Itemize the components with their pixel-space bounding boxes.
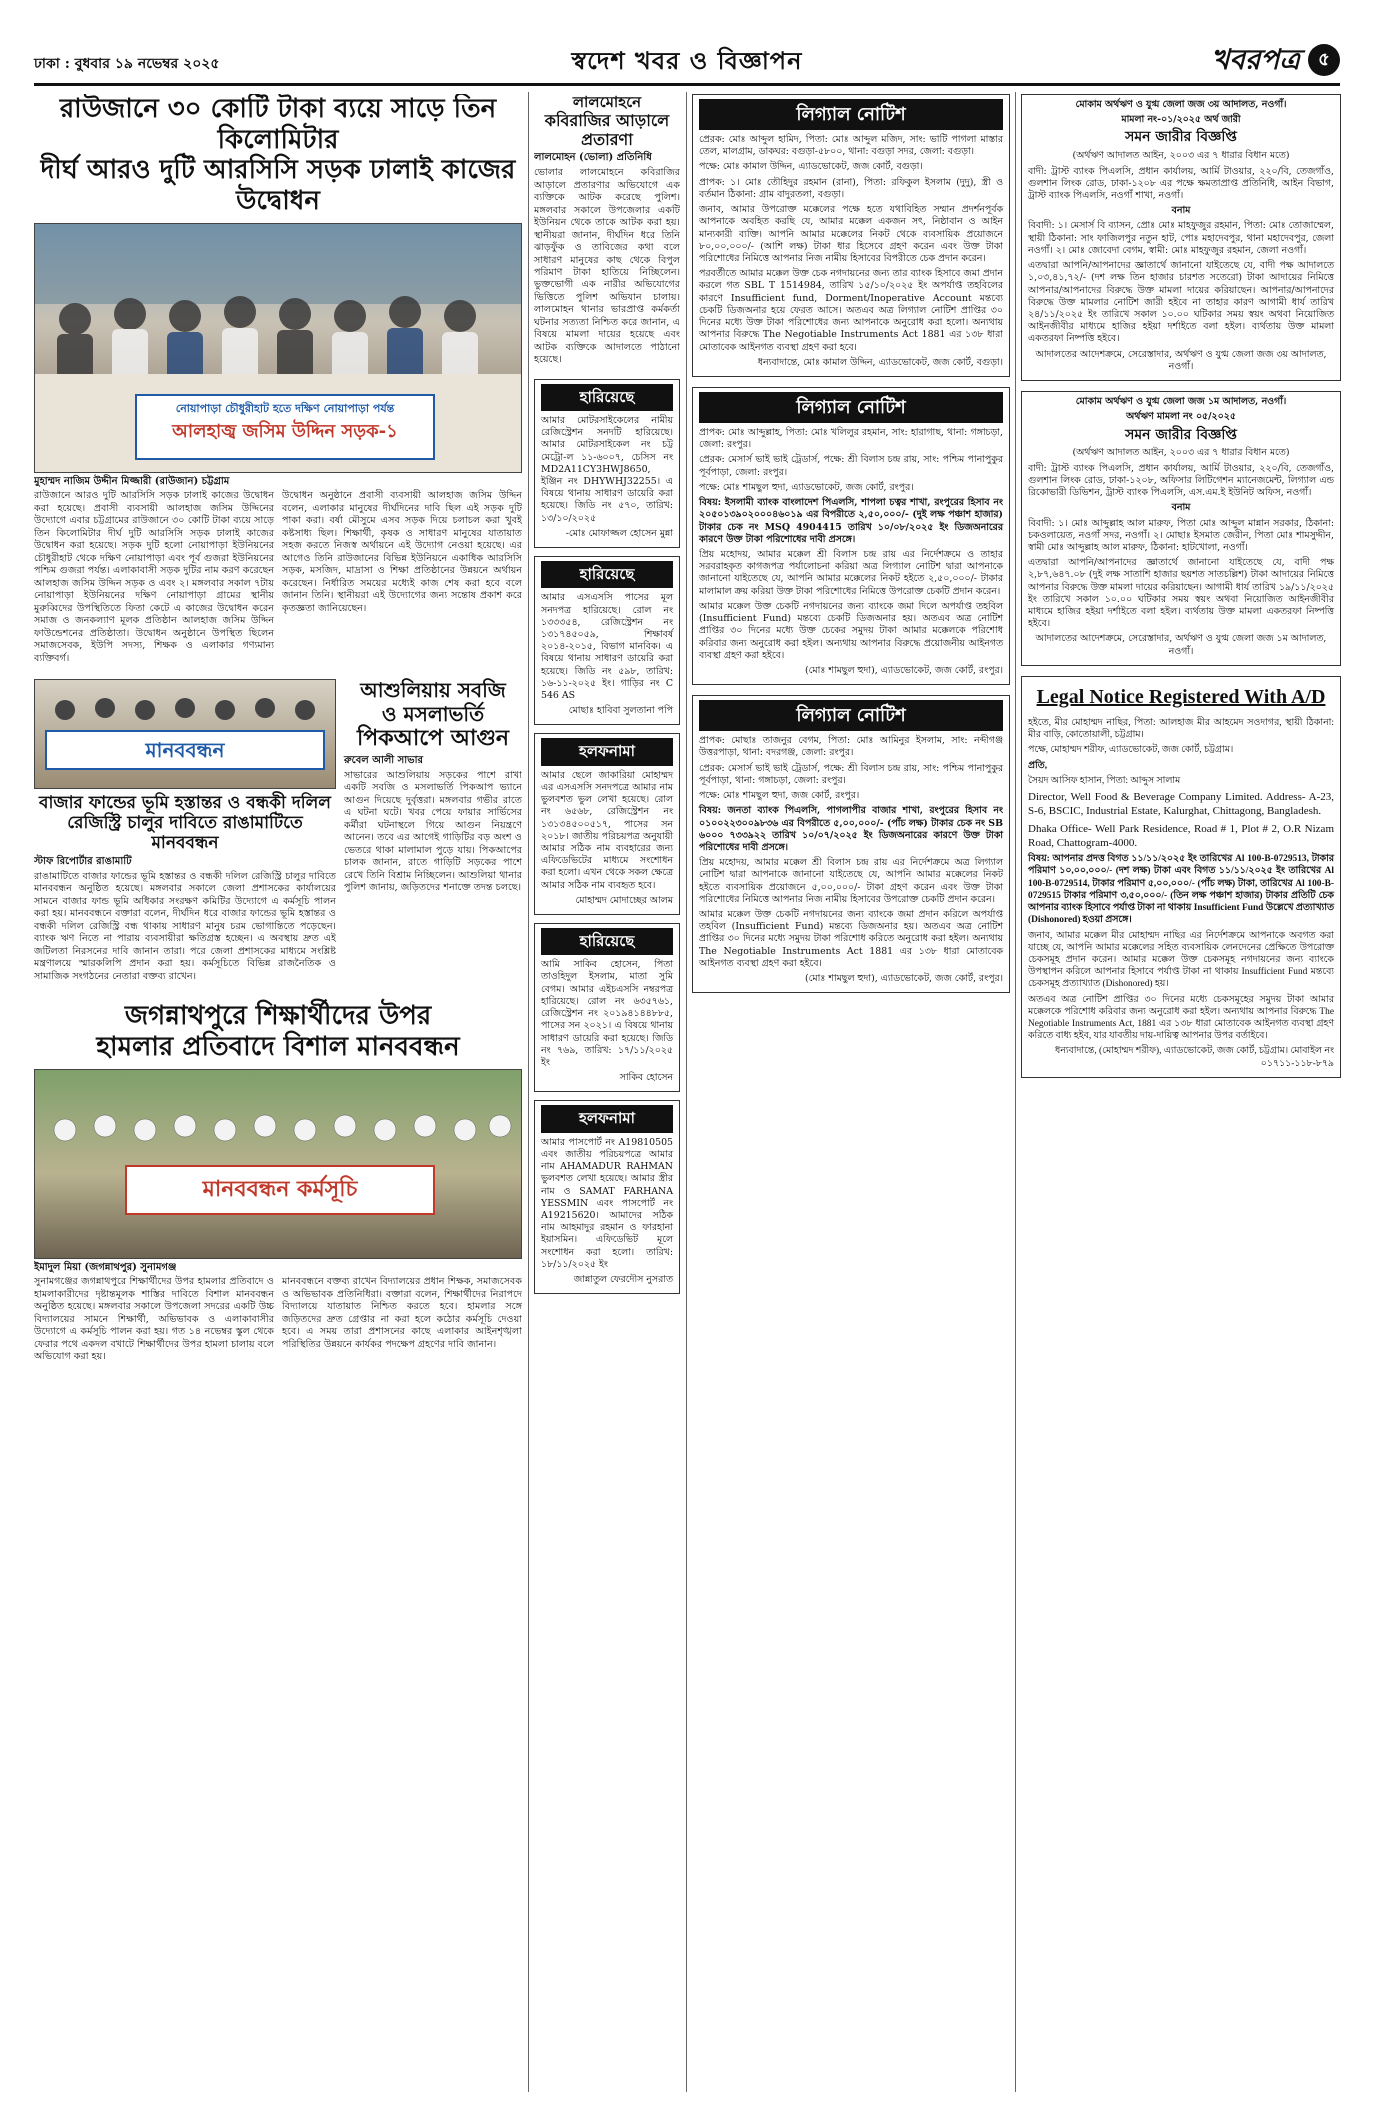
legal-2-signature: (মোঃ শামছুল হুদা), এ্যাডভোকেট, জজ কোর্ট, রংপুর। (804, 664, 1003, 676)
summons-1-versus: বনাম (1171, 205, 1191, 217)
summons-2-plaintiff: বাদী: ট্রাস্ট ব্যাংক পিএলসি, প্রধান কার্যালয়, আর্মি টাওয়ার, ২২০/বি, তেজগাঁও, গুলশান লিংক রোড, ঢাকা-১২০৮, অফিসার লিটিগেশন ম্যানেজমেন্ট, লিগ্যাল এন্ড রিকোভারী ডিভিশন, ট্রাস্ট ব্যাংক পিএলসি, এস.এম.ই ইউনিট অফিস, নওগাঁ। (1028, 462, 1334, 499)
legal-en-to: সৈয়দ আসিফ হাসান, পিতা: আব্দুস সালাম (1028, 775, 1181, 786)
legal-2-via: পক্ষে: মোঃ শামছুল হুদা, এ্যাডভোকেট, জজ কোর্ট, রংপুর। (699, 481, 914, 493)
section-title: স্বদেশ খবর ও বিজ্ঞাপন (571, 46, 803, 75)
bazar-headline-2: রেজিস্ট্রি চালুর দাবিতে রাঙামাটিতে মানববন্ধন (67, 813, 303, 854)
summons-2-signature: আদালতের আদেশক্রমে, সেরেস্তাদার, অর্থঋণ ও যুগ্ম জেলা জজ ১ম আদালত, নওগাঁ। (1035, 633, 1327, 657)
legal-3-body-2: আমার মক্কেল উক্ত চেকটি নগদায়নের জন্য ব্যাংকে জমা প্রদান করিলে অপর্যাপ্ত তহবিল (Insufficient Fund) মন্তব্যে ডিজঅনার হয়। অতএব অত্র নোটিশ প্রাপ্তির ৩০ দিনের মধ্যে সমুদয় টাকা পরিশোধ করিতে অনুরোধ করা হইল। অন্যথায় The Negotiable Instruments Act 1881 এর ১৩৮ ধারা মোতাবেক আইনগত ব্যবস্থা গ্রহণ করা হইবে। (699, 909, 1003, 969)
legal-en-to-label: প্রতি, (1028, 760, 1048, 771)
lead-byline: মুহাম্মদ নাজিম উদ্দীন মিজ্জারী (রাউজান) চট্টগ্রাম (34, 475, 230, 487)
bazar-headline-1: বাজার ফান্ডের ভূমি হস্তান্তর ও বন্ধকী দলিল (39, 793, 331, 814)
legal-notices-column (692, 94, 1010, 2084)
summons-1-court: মোকাম অর্থঋণ ও যুগ্ম জেলা জজ ৩য় আদালত, নওগাঁ। (1075, 99, 1287, 110)
legal-2-heading: লিগ্যাল নোটিশ (699, 392, 1003, 423)
legal-3-body-1: প্রিয় মহোদয়, আমার মক্কেল শ্রী বিলাস চন্দ্র রায় এর নির্দেশক্রমে অত্র লিগ্যাল নোটিশ দ্বারা আপনাকে জানানো যাইতেছে যে, আপনি আমার মক্কেলের নিকট হইতে ব্যবসায়িক প্রয়োজনে ৫,০০,০০০/- টাকা গ্রহণ করেন এবং উক্ত টাকা পরিশোধের নিমিত্তে আপনার নিজ নামীয় হিসাবের উপরোক্ত চেকটি প্রদান করেন। (699, 857, 1003, 905)
lead-story (34, 94, 522, 665)
kabiraj-headline: কবিরাজির আড়ালে প্রতারণা (544, 110, 670, 149)
summons-1-rule: (অর্থঋণ আদালত আইন, ২০০৩ এর ৭ ধারার বিধান মতে) (1072, 150, 1290, 162)
affidavit-2-heading: হলফনামা (541, 1105, 673, 1132)
fire-headline-1: আশুলিয়ায় সবজি (360, 678, 506, 703)
affidavit-1-signature: মোহাম্মদ মোদাচ্ছের আলম (575, 894, 673, 906)
affidavit-1-heading: হলফনামা (541, 738, 673, 765)
affidavit-2-body: আমার পাসপোর্ট নং A19810505 এবং জাতীয় পরিচয়পত্রে আমার নাম AHAMADUR RAHMAN ভুলবশত লেখা হয়েছে। আমার স্ত্রীর নাম ও SAMAT FARHANA YESSMIN এবং পাসপোর্ট নং A19215620। আমাদের সঠিক নাম আহমাদুর রহমান ও ফারহানা ইয়াসমিন। এফিডেভিট মূলে সংশোধন করা হলো। তারিখ: ১৮/১১/২০২৫ ইং (541, 1136, 673, 1270)
column-divider (686, 92, 687, 2092)
lead-headline-line-2: দীর্ঘ আরও দুটি আরসিসি সড়ক ঢালাই কাজের উদ্বোধন (40, 155, 516, 217)
legal-1-body-2: পরবর্তীতে আমার মক্কেল উক্ত চেক নগদায়নের জন্য তার ব্যাংক হিসাবে জমা প্রদান করলে গত SBL T 1514984, তারিখ ১৫/১০/২০২৫ ইং অপর্যাপ্ত তহবিলের কারণে Insufficient fund, Dorment/Inoperative Account মন্তব্যে চেকটি ডিজঅনার হয়ে ফেরত আসে। অতএব অত্র লিগ্যাল নোটিশ প্রাপ্তির ৩০ দিনের মধ্যে উক্ত টাকা পরিশোধের জন্য আপনাকে অনুরোধ করা হলো। অন্যথায় আপনার বিরুদ্ধে The Negotiable Instruments Act 1881 এর ১৩৮ ধারা মোতাবেক আইনগত ব্যবস্থা গ্রহণ করা হবে। (699, 268, 1003, 353)
classifieds-column (534, 94, 680, 2084)
lead-headline-line-1: রাউজানে ৩০ কোটি টাকা ব্যয়ে সাড়ে তিন কিলোমিটার (59, 94, 497, 155)
legal-en-title: Legal Notice Registered With A/D (1036, 685, 1326, 708)
issue-date: ঢাকা : বুধবার ১৯ নভেম্বর ২০২৫ (34, 56, 220, 72)
page-number-badge: ৫ (1308, 44, 1340, 76)
lost-notice-1 (534, 379, 680, 548)
legal-2-subject: বিষয়: ইসলামী ব্যাংক বাংলাদেশ পিএলসি, শাপলা চত্বর শাখা, রংপুরের হিসাব নং ২০৫০১৩৯০২০০০৪৬০১৯ এর বিপরীতে ২,৫০,০০০/- (দুই লক্ষ পঞ্চাশ হাজার) টাকার চেক নং MSQ 4904415 তারিখ ১০/০৮/২০২৫ ইং ডিজঅনারের কারণে উক্ত টাকা পরিশোধের দাবী প্রসঙ্গে। (699, 497, 1003, 545)
jagannathpur-body-col-2: মানববন্ধনে বক্তব্য রাখেন বিদ্যালয়ের প্রধান শিক্ষক, সমাজসেবক ও অভিভাবক প্রতিনিধিরা। বক্তারা বলেন, শিক্ষার্থীদের নিরাপদে বিদ্যালয়ে যাতায়াত নিশ্চিত করতে হবে। হামলার সঙ্গে জড়িতদের দ্রুত গ্রেপ্তার না করা হলে কঠোর কর্মসূচি দেওয়া হবে। এ সময় তারা প্রশাসনের কাছে এলাকার আইনশৃঙ্খলা পরিস্থিতির উন্নয়নে কার্যকর পদক্ষেপ গ্রহণের দাবি জানান। (282, 1276, 522, 1350)
lost-3-body: আমি সাকিব হোসেন, পিতা তাওহিদুল ইসলাম, মাতা সুমি বেগম। আমার এইচএসসি নম্বরপত্র হারিয়েছে। রোল নং ৬৩৫৭৬১, রেজিস্ট্রেশন নং ২০১৯৪১৪৪৮৮৫, পাসের সন ২০২১। এ বিষয়ে থানায় সাধারণ ডায়েরি করা হয়েছে। জিডি নং ৭৬৯, তারিখ: ১৭/১১/২০২৫ ইং (541, 959, 673, 1069)
banner-line-2: আলহাজ্ব জসিম উদ্দিন সড়ক-১ (172, 420, 398, 442)
summons-1-body: এতদ্বারা আপনি/আপনাদের জ্ঞাতার্থে জানানো যাইতেছে যে, বাদী পক্ষ আদালতে ১,০৩,৪১,৭২/- (দশ লক্ষ তিন হাজার চারশত সতেরো) টাকা আদায়ের নিমিত্তে আপনার/আপনাদের বিরুদ্ধে উক্ত মামলা দায়ের করিয়াছেন। আপনার/আপনাদের বিরুদ্ধে উক্ত মামলার নোটিশ জারী হইবে না তাহার কারণ আগামী ধার্য তারিখ ২৪/১১/২০২৫ ইং তারিখে সকাল ১০.০০ ঘটিকার সময় স্বয়ং অথবা নিয়োজিত আইনজীবীর মাধ্যমে হাজির হইয়া দর্শাইতে বলা হইল। ব্যর্থতায় উক্ত মামলা একতরফা নিষ্পত্তি হইবে। (1028, 260, 1334, 345)
legal-en-via: পক্ষে, মোহাম্মদ শরীফ, এ্যাডভোকেট, জজ কোর্ট, চট্টগ্রাম। (1028, 745, 1234, 756)
lost-1-heading: হারিয়েছে (541, 384, 673, 411)
jagannathpur-story (34, 1001, 522, 1363)
summons-1-plaintiff: বাদী: ট্রাস্ট ব্যাংক পিএলসি, প্রধান কার্যালয়, আর্মি টাওয়ার, ২২০/বি, তেজগাঁও, গুলশান লিংক রোড, ঢাকা-১২০৮ এর পক্ষে ক্ষমতাপ্রাপ্ত প্রতিনিধি, আইন বিভাগ, ট্রাস্ট ব্যাংক পিএলসি, নওগাঁ শাখা, নওগাঁ। (1028, 165, 1334, 201)
lead-body-col-1: রাউজানে আরও দুটি আরসিসি সড়ক ঢালাই কাজের উদ্বোধন করা হয়েছে। প্রবাসী ব্যবসায়ী আলহাজ জসিম উদ্দিনের উদ্যোগে এবার চট্টগ্রামের রাউজানে ৩০ কোটি টাকা ব্যয়ে সাড়ে তিন কিলোমিটার দীর্ঘ দুটি আরসিসি সড়ক ঢালাই কাজের উদ্বোধন করা হয়েছে। সড়ক দুটি হলো নোয়াপাড়া ইউনিয়নের চৌধুরীহাট থেকে দক্ষিণ নোয়াপাড়া এবং পূর্ব গুজরা ইউনিয়নের পশ্চিম গুজরা পর্যন্ত। এলাকাবাসী সড়ক দুটির নাম করণ করেছেন আলহাজ জসিম উদ্দিন সড়ক ও এবং ২। মঙ্গলবার সকাল ৭টায় নোয়াপাড়া ইউনিয়নের দক্ষিণ নোয়াপাড়া গ্রামের স্থানীয় মুরুব্বিদের উপস্থিতিতে ফিতা কেটে এ কাজের উদ্বোধন করেন সমাজ ও জনকল্যাণ মূলক প্রতিষ্ঠান আলহাজ জসিম উদ্দিন ফাউন্ডেশনের প্রতিষ্ঠাতা। উদ্বোধন অনুষ্ঠানে উপস্থিত ছিলেন সমাজসেবক, ইউপি সদস্য, শিক্ষক ও এলাকার গণ্যমান্য ব্যক্তিবর্গ। (34, 490, 274, 664)
kabiraj-byline: লালমোহন (ভোলা) প্রতিনিধি (534, 152, 652, 164)
legal-3-heading: লিগ্যাল নোটিশ (699, 700, 1003, 731)
legal-en-signature: ধন্যবাদান্তে, (মোহাম্মদ শরীফ), এ্যাডভোকেট, জজ কোর্ট, চট্টগ্রাম। মোবাইল নং ০১৭১১-১১৮-৮৭৯ (1054, 1046, 1334, 1069)
banner-line-1: নোয়াপাড়া চৌধুরীহাট হতে দক্ষিণ নোয়াপাড়া পর্যন্ত (175, 401, 395, 415)
lost-3-heading: হারিয়েছে (541, 928, 673, 955)
summons-2-court: মোকাম অর্থঋণ ও যুগ্ম জেলা জজ ১ম আদালত, নওগাঁ। (1075, 396, 1287, 408)
summons-1-title: সমন জারীর বিজ্ঞপ্তি (1125, 129, 1237, 146)
legal-1-body-1: জনাব, আমার উপরোক্ত মক্কেলের পক্ষে হতে যথাবিহিত সম্মান প্রদর্শনপূর্বক আপনাকে অবহিত করছি যে, আমার মক্কেল একজন সৎ, নিষ্ঠাবান ও আইন মান্যকারী ব্যক্তি। আপনি আমার মক্কেলের নিকট থেকে ব্যবসায়িক প্রয়োজনে ৮০,০০,০০০/- (আশি লক্ষ) টাকা ধার হিসেবে গ্রহণ করেন এবং উক্ত টাকা পরিশোধের নিমিত্তে আপনার নিজ নামীয় হিসাবের বিপরীতে চেক প্রদান করেন। (699, 204, 1003, 264)
legal-3-receiver: প্রাপক: মোছাঃ তাজনুর বেগম, পিতা: মোঃ আমিনুর ইসলাম, সাং: নব্দীগঞ্জ উত্তরপাড়া, থানা: বদরগঞ্জ, জেলা: রংপুর। (699, 735, 1003, 759)
legal-en-subject: বিষয়: আপনার প্রদত্ত বিগত ১১/১১/২০২৫ ইং তারিখের Al 100-B-0729513, টাকার পরিমাণ ১০,০০,০০০/- (দশ লক্ষ) টাকা এবং বিগত ১১/১১/২০২৫ ইং তারিখের Al 100-B-0729514, টাকার পরিমাণ ৫,০০,০০০/- (পাঁচ লক্ষ) টাকা, তারিখের Al 100-B-0729515 টাকার পরিমাণ ৩,৫০,০০০/- (তিন লক্ষ পঞ্চাশ হাজার) টাকার প্রতিটি চেক আপনার ব্যাংক হিসাবে পর্যাপ্ত টাকা না থাকায় Insufficient Fund উল্লেখে প্রত্যাখ্যাত (Dishonored) হওয়া প্রসঙ্গে। (1028, 854, 1334, 926)
lost-notice-3 (534, 923, 680, 1092)
fire-headline-3: পিকআপে আগুন (356, 726, 510, 752)
legal-1-via: পক্ষে: মোঃ কামাল উদ্দিন, এ্যাডভোকেট, জজ কোর্ট, বগুড়া। (699, 161, 923, 173)
fire-headline-2: ও মসলাভর্তি (381, 701, 485, 726)
summons-2-body: এতদ্বারা আপনি/আপনাদের জ্ঞাতার্থে জানানো যাইতেছে যে, বাদী পক্ষ ২,৮৭,৬৪৭.০৮ (দুই লক্ষ সাতাশি হাজার ছয়শত সাতচল্লিশ) টাকা আদায়ের নিমিত্তে আপনার বিরুদ্ধে উক্ত মামলা দায়ের করিয়াছেন। আগামী ধার্য তারিখ ১৯/১১/২০২৫ ইং তারিখে সকাল ১০.০০ ঘটিকার সময় স্বয়ং অথবা নিয়োজিত আইনজীবীর মাধ্যমে হাজির হইয়া দর্শাইতে বলা হইল। ব্যর্থতায় উক্ত মামলা একতরফা নিষ্পত্তি হইবে। (1028, 557, 1334, 630)
jagannathpur-photo (34, 1069, 522, 1259)
lost-notice-2 (534, 556, 680, 725)
left-news-column (34, 94, 522, 2084)
summons-2-defendant: বিবাদী: ১। মোঃ আব্দুল্লাহ আল মারুফ, পিতা মোঃ আব্দুল মান্নান সরকার, ঠিকানা: চকওলায়েত, নওগাঁ সদর, নওগাঁ। ২। মোছাঃ ইসমাত জেরীন, পিতা মোঃ শামসুদ্দীন, স্বামী মোঃ আব্দুল্লাহ আল মারুফ, ঠিকানা: হাটখোলা, নওগাঁ। (1028, 517, 1334, 553)
affidavit-2-signature: জান্নাতুল ফেরদৌস নুসরাত (573, 1274, 673, 1286)
kabiraj-body: ভোলার লালমোহনে কবিরাজির আড়ালে প্রতারণার অভিযোগে এক ব্যক্তিকে আটক করেছে পুলিশ। মঙ্গলবার সকালে উপজেলার একটি ইউনিয়ন থেকে তাকে আটক করা হয়। স্থানীয়রা জানান, দীর্ঘদিন ধরে তিনি ঝাড়ফুঁক ও তাবিজের কথা বলে সাধারণ মানুষের কাছ থেকে বিপুল পরিমাণ টাকা হাতিয়ে নিচ্ছিলেন। ভুক্তভোগী এক নারীর অভিযোগের ভিত্তিতে পুলিশ অভিযান চালায়। লালমোহন থানার ভারপ্রাপ্ত কর্মকর্তা ঘটনার সত্যতা নিশ্চিত করে জানান, এ বিষয়ে মামলা দায়ের হয়েছে এবং আটক ব্যক্তিকে আদালতে পাঠানো হয়েছে। (534, 167, 680, 366)
lead-body-col-2: উদ্বোধন অনুষ্ঠানে প্রবাসী ব্যবসায়ী আলহাজ জসিম উদ্দিন বলেন, এলাকার মানুষের দীর্ঘদিনের দাবি ছিল এই সড়ক দুটি পাকা করা। বর্ষা মৌসুমে এসব সড়ক দিয়ে চলাচল করা খুবই কষ্টসাধ্য ছিল। শিক্ষার্থী, কৃষক ও সাধারণ মানুষের যাতায়াত সহজ করতে নিজস্ব অর্থায়নে এই উদ্যোগ নেওয়া হয়েছে। এর আগেও তিনি রাউজানের বিভিন্ন ইউনিয়নে একাধিক আরসিসি সড়ক, মসজিদ, মাদ্রাসা ও শিক্ষা প্রতিষ্ঠানের উন্নয়নে অর্থায়ন করেছেন। নির্ধারিত সময়ের মধ্যেই কাজ শেষ করা হবে বলে জানান তিনি। স্থানীয়রা এই উদ্যোগের জন্য সন্তোষ প্রকাশ করে কৃতজ্ঞতা জানিয়েছেন। (282, 490, 522, 614)
legal-2-body-1: প্রিয় মহোদয়, আমার মক্কেল শ্রী বিলাস চন্দ্র রায় এর নির্দেশক্রমে ও তাহার সরবরাহকৃত কাগজপত্র পর্যালোচনা করিয়া অত্র লিগ্যাল নোটিশ দ্বারা আপনাকে জানানো যাইতেছে যে, আপনি আমার মক্কেলের নিকট হইতে ২,৫০,০০০/- টাকার মালামাল ক্রয় করিয়া উক্ত টাকা পরিশোধের নিমিত্তে উপরোক্ত চেকটি প্রদান করেন। (699, 548, 1003, 597)
bazar-story (34, 679, 336, 983)
newspaper-logo: খবরপত্র (1211, 43, 1300, 76)
court-notices-column (1021, 94, 1341, 2084)
jagannathpur-headline-1: জগন্নাথপুরে শিক্ষার্থীদের উপর (124, 1001, 432, 1032)
affidavit-notice-2 (534, 1100, 680, 1294)
jagannathpur-byline: ইমাদুল মিয়া (জগন্নাথপুর) সুনামগঞ্জ (34, 1261, 177, 1273)
affidavit-1-body: আমার ছেলে জাকারিয়া মোহাম্মদ এর এসএসসি সনদপত্রে আমার নাম ভুলবশত ভুল লেখা হয়েছে। রোল নং ৬৫৬৮, রেজিস্ট্রেশন নং ১৩১৩৪৫০০৫১৭, পাসের সন ২০১৮। জাতীয় পরিচয়পত্র অনুযায়ী আমার সঠিক নাম ব্যবহারের জন্য এফিডেভিটের মাধ্যমে সংশোধন করা হলো। এখন থেকে সকল ক্ষেত্রে আমার সঠিক নাম ব্যবহৃত হবে। (541, 769, 673, 891)
bazar-byline: স্টাফ রিপোর্টার রাঙামাটি (34, 856, 132, 868)
bazar-body: রাঙামাটিতে বাজার ফান্ডের ভূমি হস্তান্তর ও বন্ধকী দলিল রেজিস্ট্রি চালুর দাবিতে মানববন্ধন অনুষ্ঠিত হয়েছে। মঙ্গলবার সকালে জেলা প্রশাসকের কার্যালয়ের সামনে বাজার ফান্ড ভূমি অধিকার সংরক্ষণ কমিটির উদ্যোগে এ কর্মসূচি পালন করা হয়। মানববন্ধনে বক্তারা বলেন, দীর্ঘদিন ধরে বাজার ফান্ডের ভূমি হস্তান্তর ও বন্ধকী দলিল রেজিস্ট্রি বন্ধ থাকায় সাধারণ মানুষ চরম ভোগান্তিতে পড়েছেন। ব্যাংক ঋণ নিতে না পারায় ব্যবসায়ীরা ক্ষতিগ্রস্ত হচ্ছেন। এ অবস্থায় দ্রুত এই জটিলতা নিরসনের দাবি জানান তারা। পরে জেলা প্রশাসকের মাধ্যমে সংশ্লিষ্ট মন্ত্রণালয়ে স্মারকলিপি প্রদান করা হয়। কর্মসূচিতে বিভিন্ন রাজনৈতিক ও সামাজিক সংগঠনের নেতারা বক্তব্য রাখেন। (34, 870, 336, 982)
column-divider (1015, 92, 1016, 2092)
legal-en-from: হইতে, মীর মোহাম্মদ নাছির, পিতা: আলহাজ মীর আহমেদ সওদাগর, স্থায়ী ঠিকানা: মীর বাড়ি, কোতোয়ালী, চট্টগ্রাম। (1028, 717, 1334, 741)
legal-2-body-2: আমার মক্কেল উক্ত চেকটি নগদায়নের জন্য ব্যাংকে জমা দিলে অপর্যাপ্ত তহবিল (Insufficient Fund) মন্তব্যে চেকটি ডিজঅনার হয়। অতএব অত্র নোটিশ প্রাপ্তির ৩০ দিনের মধ্যে উক্ত চেকের সমুদয় টাকা আমার মক্কেলকে পরিশোধ করিবার জন্য অনুরোধ করা হইল। অন্যথায় আপনার বিরুদ্ধে প্রয়োজনীয় আইনগত ব্যবস্থা গ্রহণ করা হইবে। (699, 600, 1003, 661)
kabiraj-kicker: লালমোহনে (572, 94, 642, 111)
affidavit-notice-1 (534, 733, 680, 915)
legal-3-subject: বিষয়: জনতা ব্যাংক পিএলসি, পাগলাপীর বাজার শাখা, রংপুরের হিসাব নং ০১০০২২৩০০৯৮৩৬ এর বিপরীতে ৫,০০,০০০/- (পাঁচ লক্ষ) টাকার চেক নং SB ৬০০০ ৭৩৩৯২২ তারিখ ১০/০৭/২০২৫ ইং ডিজঅনারের কারণে উক্ত টাকা পরিশোধের দাবী প্রসঙ্গে। (699, 805, 1003, 853)
legal-1-heading: লিগ্যাল নোটিশ (699, 99, 1003, 130)
legal-notice-1 (692, 94, 1010, 377)
legal-2-receiver: প্রাপক: মোঃ আব্দুল্লাহ, পিতা: মোঃ খলিলুর রহমান, সাং: হারাগাছ, থানা: গঙ্গাচড়া, জেলা: রংপুর। (699, 427, 1003, 451)
summons-2-title: সমন জারীর বিজ্ঞপ্তি (1125, 426, 1237, 443)
legal-2-sender: প্রেরক: মেসার্স ভাই ভাই ট্রেডার্স, পক্ষে: শ্রী বিলাস চন্দ্র রায়, সাং: পশ্চিম পানাপুকুর পূর্বপাড়া, জেলা: রংপুর। (699, 454, 1003, 478)
summons-2-rule: (অর্থঋণ আদালত আইন, ২০০৩ এর ৭ ধারার বিধান মতে) (1072, 447, 1290, 459)
lead-photo (34, 223, 522, 473)
legal-3-via: পক্ষে: মোঃ শামছুল হুদা, জজ কোর্ট, রংপুর। (699, 790, 860, 802)
kabiraj-story (534, 94, 680, 367)
summons-2-case: অর্থঋণ মামলা নং ০৫/২০২৫ (1126, 411, 1236, 423)
legal-1-receiver: প্রাপক: ১। মোঃ তৌহিদুর রহমান (রানা), পিতা: রফিকুল ইসলাম (দুদু), স্ত্রী ও বর্তমান ঠিকানা: গ্রাম বাদুরতলা, বগুড়া। (699, 176, 1003, 200)
jagannathpur-body-col-1: সুনামগঞ্জের জগন্নাথপুরে শিক্ষার্থীদের উপর হামলার প্রতিবাদে ও হামলাকারীদের দৃষ্টান্তমূলক শাস্তির দাবিতে বিশাল মানববন্ধন অনুষ্ঠিত হয়েছে। মঙ্গলবার সকালে উপজেলা সদরের একটি উচ্চ বিদ্যালয়ের সামনে শিক্ষার্থী, অভিভাবক ও এলাকাবাসীর উদ্যোগে এ কর্মসূচি পালন করা হয়। গত ১৪ নভেম্বর স্কুল থেকে ফেরার পথে একদল বখাটে শিক্ষার্থীদের উপর হামলা চালায় বলে অভিযোগ করা হয়। (34, 1276, 274, 1363)
summons-notice-1 (1021, 94, 1341, 381)
lost-2-signature: মোছাঃ হাবিবা সুলতানা পপি (568, 705, 673, 717)
legal-en-company: Director, Well Food & Beverage Company Limited. Address- A-23, S-6, BSCIC, Industrial Estate, Kalurghat, Chittagong, Bangladesh. (1028, 791, 1334, 818)
fire-body: সাভারের আশুলিয়ায় সড়কের পাশে রাখা একটি সবজি ও মসলাভর্তি পিকআপ ভ্যানে আগুন দিয়েছে দুর্বৃত্তরা। মঙ্গলবার গভীর রাতে এ ঘটনা ঘটে। খবর পেয়ে ফায়ার সার্ভিসের কর্মীরা ঘটনাস্থলে গিয়ে আগুন নিয়ন্ত্রণে আনেন। তবে এর আগেই গাড়িটির বড় অংশ ও ভেতরে থাকা মালামাল পুড়ে যায়। পিকআপের চালক জানান, রাতে গাড়িটি সড়কের পাশে রেখে তিনি বিশ্রাম নিচ্ছিলেন। আশুলিয়া থানার পুলিশ জানায়, জড়িতদের শনাক্তে তদন্ত চলছে। (344, 769, 522, 894)
jagannathpur-headline-2: হামলার প্রতিবাদে বিশাল মানববন্ধন (96, 1031, 460, 1062)
jagannathpur-banner: মানববন্ধন কর্মসূচি (125, 1165, 435, 1215)
bazar-banner: মানববন্ধন (45, 730, 325, 770)
summons-1-case: মামলা নং-০১/২০২৫ অর্থ জারী (1121, 114, 1241, 126)
bazar-photo (34, 679, 336, 789)
fire-story (344, 679, 522, 983)
legal-1-signature: ধন্যবাদান্তে, মোঃ কামাল উদ্দিন, এ্যাডভোকেট, জজ কোর্ট, বগুড়া। (757, 356, 1003, 368)
lost-2-heading: হারিয়েছে (541, 561, 673, 588)
lost-1-signature: -মোঃ মোফাজ্জল হোসেন মুন্না (565, 527, 673, 539)
summons-1-signature: আদালতের আদেশক্রমে, সেরেস্তাদার, অর্থঋণ ও যুগ্ম জেলা জজ ৩য় আদালত, নওগাঁ। (1035, 348, 1327, 372)
column-divider (528, 92, 529, 2092)
lost-1-body: আমার মোটরসাইকেলের নামীয় রেজিস্ট্রেশন সনদটি হারিয়েছে। আমার মোটরসাইকেল নং চট্ট মেট্রো-ল ১১-৬০০৭, চেসিস নং MD2A11CY3HWJ8650, ইঞ্জিন নং DHYWHJ32255। এ বিষয়ে থানায় সাধারণ ডায়েরি করা হয়েছে। জিডি নং ৫৭০, তারিখ: ১৩/১০/২০২৫ (541, 414, 673, 524)
summons-notice-2 (1021, 391, 1341, 666)
legal-en-company-address: Dhaka Office- Well Park Residence, Road # 1, Plot # 2, O.R Nizam Road, Chattogram-4000. (1028, 822, 1334, 849)
page-masthead (34, 36, 1340, 86)
lost-3-signature: সাকিব হোসেন (619, 1072, 673, 1084)
inauguration-banner (135, 394, 435, 460)
legal-en-body-2: অতএব অত্র নোটিশ প্রাপ্তির ৩০ দিনের মধ্যে চেকসমূহের সমুদয় টাকা আমার মক্কেলকে পরিশোধ করিবার জন্য অনুরোধ করা হইল। অন্যথায় আপনার বিরুদ্ধে The Negotiable Instruments Act, 1881 এর ১৩৮ ধারা মোতাবেক আইনগত ব্যবস্থা গ্রহণ করিতে বাধ্য হইব, যার যাবতীয় দায়-দায়িত্ব আপনার উপর বর্তাইবে। (1028, 994, 1334, 1042)
legal-1-sender: প্রেরক: মোঃ আব্দুল হামিদ, পিতা: মোঃ আব্দুল মজিদ, সাং: ভাটি পাগলা মাস্তার তেল, মালগ্রাম, ডাকঘর: বগুড়া-৫৮০০, থানা: বগুড়া সদর, জেলা: বগুড়া। (699, 134, 1003, 158)
summons-1-defendant: বিবাদী: ১। মেসার্স বি ব্যাসন, প্রোঃ মোঃ মাহফুজুর রহমান, পিতা: মোঃ তোজাম্মেল, স্থায়ী ঠিকানা: সাং ফাজিলপুর নতুন হাট, পোঃ মহাদেবপুর, থানা মহাদেবপুর, জেলা নওগাঁ। ২। মোঃ জোবেদা বেগম, স্বামী: মোঃ মাহফুজুর রহমান, জেলা নওগাঁ। (1028, 220, 1334, 256)
legal-notice-2 (692, 387, 1010, 685)
lost-2-body: আমার এসএসসি পাসের মূল সনদপত্র হারিয়েছে। রোল নং ১৩৩৩৫৪, রেজিস্ট্রেশন নং ১৩১৭৪৫০৫৯, শিক্ষাবর্ষ ২০১৪-২০১৫, বিভাগ মানবিক। এ বিষয়ে থানায় সাধারণ ডায়েরি করা হয়েছে। জিডি নং ৫৯৮, তারিখ: ১৬-১১-২০২৫ ইং। গাড়ির নং C 546 AS (541, 592, 673, 702)
legal-3-signature: (মোঃ শামছুল হুদা), এ্যাডভোকেট, জজ কোর্ট, রংপুর। (804, 973, 1003, 985)
legal-notice-3 (692, 695, 1010, 993)
legal-en-body-1: জনাব, আমার মক্কেল মীর মোহাম্মদ নাছির এর নির্দেশক্রমে আপনাকে অবগত করা যাচ্ছে যে, আপনি আমার মক্কেলের সহিত ব্যবসায়িক লেনদেনের প্রেক্ষিতে উপরোক্ত চেকসমূহ প্রদান করেন। আমার মক্কেল উক্ত চেকসমূহ নগদায়নের জন্য ব্যাংকে উপস্থাপন করিলে আপনার হিসাবে পর্যাপ্ত টাকা না থাকায় Insufficient Fund মন্তব্যে চেকসমূহ প্রত্যাখ্যাত (Dishonored) হয়। (1028, 930, 1334, 990)
summons-2-versus: বনাম (1171, 502, 1191, 514)
legal-notice-english (1021, 676, 1341, 1078)
fire-byline: রুবেল আলী সাভার (344, 755, 424, 767)
legal-3-sender: প্রেরক: মেসার্স ভাই ভাই ট্রেডার্স, পক্ষে: শ্রী বিলাস চন্দ্র রায়, সাং: পশ্চিম পানাপুকুর পূর্বপাড়া, থানা: গঙ্গাচড়া, জেলা: রংপুর। (699, 762, 1003, 786)
